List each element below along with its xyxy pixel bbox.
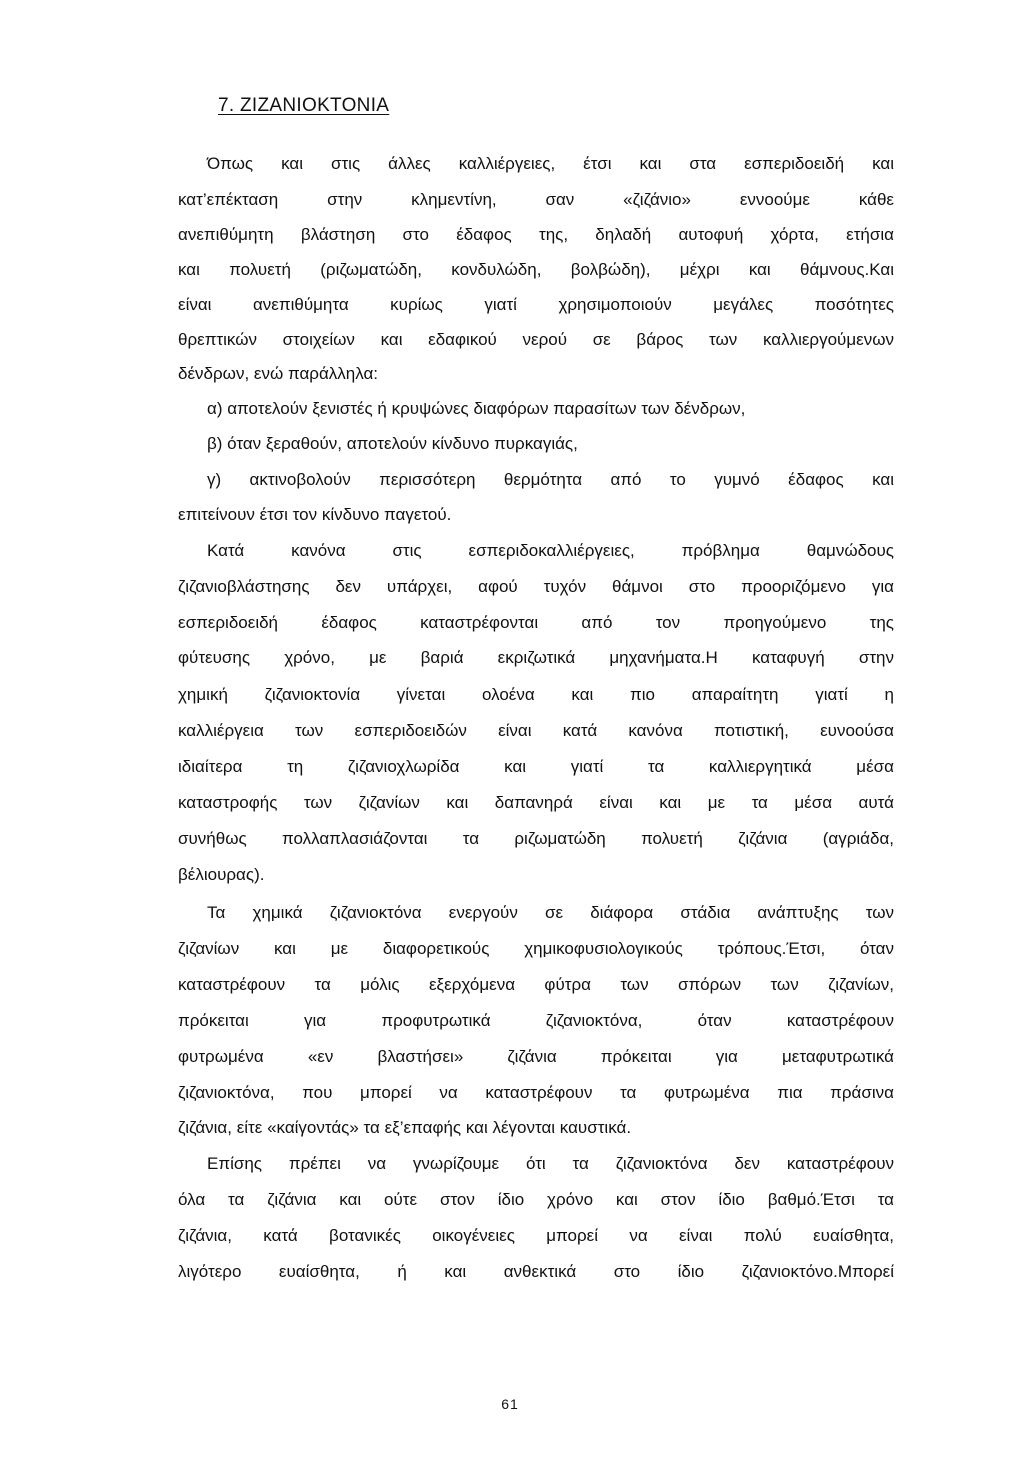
text-line: καλλιέργεια των εσπεριδοειδών είναι κατά κανόνα ποτιστική, ευνοούσα: [178, 721, 894, 740]
text-line: επιτείνουν έτσι τον κίνδυνο παγετού.: [178, 505, 452, 524]
text-line: ζιζανίων και με διαφορετικούς χημικοφυσιολογικούς τρόπους.Έτσι, όταν: [178, 939, 894, 958]
section-heading: 7. ΖΙΖΑΝΙΟΚΤΟΝΙΑ: [218, 95, 390, 116]
text-line: και πολυετή (ριζωματώδη, κονδυλώδη, βολβώδη), μέχρι και θάμνους.Και: [178, 260, 894, 279]
text-line: ζιζανιοβλάστησης δεν υπάρχει, αφού τυχόν θάμνοι στο προοριζόμενο για: [178, 577, 894, 596]
text-line: κατ’επέκταση στην κλημεντίνη, σαν «ζιζάνιο» εννοούμε κάθε: [178, 190, 894, 209]
text-line: φυτρωμένα «εν βλαστήσει» ζιζάνια πρόκειται για μεταφυτρωτικά: [178, 1047, 894, 1066]
text-line: ζιζάνια, κατά βοτανικές οικογένειες μπορεί να είναι πολύ ευαίσθητα,: [178, 1226, 894, 1245]
text-line: δένδρων, ενώ παράλληλα:: [178, 364, 379, 383]
text-line: συνήθως πολλαπλασιάζονται τα ριζωματώδη πολυετή ζιζάνια (αγριάδα,: [178, 829, 894, 848]
text-line: α) αποτελούν ξενιστές ή κρυψώνες διαφόρων παρασίτων των δένδρων,: [207, 399, 746, 418]
text-line: ζιζανιοκτόνα, που μπορεί να καταστρέφουν τα φυτρωμένα πια πράσινα: [178, 1083, 894, 1102]
text-line: β) όταν ξεραθούν, αποτελούν κίνδυνο πυρκαγιάς,: [207, 434, 578, 453]
text-line: φύτευσης χρόνο, με βαριά εκριζωτικά μηχανήματα.Η καταφυγή στην: [178, 648, 894, 667]
text-line: Κατά κανόνα στις εσπεριδοκαλλιέργειες, πρόβλημα θαμνώδους: [207, 541, 894, 560]
text-line: Όπως και στις άλλες καλλιέργειες, έτσι και στα εσπεριδοειδή και: [207, 154, 894, 173]
text-line: εσπεριδοειδή έδαφος καταστρέφονται από τον προηγούμενο της: [178, 613, 894, 632]
text-line: λιγότερο ευαίσθητα, ή και ανθεκτικά στο ίδιο ζιζανιοκτόνο.Μπορεί: [178, 1262, 894, 1281]
text-line: καταστροφής των ζιζανίων και δαπανηρά είναι και με τα μέσα αυτά: [178, 793, 894, 812]
text-line: Επίσης πρέπει να γνωρίζουμε ότι τα ζιζανιοκτόνα δεν καταστρέφουν: [207, 1154, 894, 1173]
page-number: 61: [501, 1396, 519, 1412]
text-line: καταστρέφουν τα μόλις εξερχόμενα φύτρα των σπόρων των ζιζανίων,: [178, 975, 894, 994]
text-line: βέλιουρας).: [178, 865, 265, 884]
text-line: ανεπιθύμητη βλάστηση στο έδαφος της, δηλαδή αυτοφυή χόρτα, ετήσια: [178, 225, 894, 244]
text-line: Τα χημικά ζιζανιοκτόνα ενεργούν σε διάφορα στάδια ανάπτυξης των: [207, 903, 894, 922]
text-line: χημική ζιζανιοκτονία γίνεται ολοένα και πιο απαραίτητη γιατί η: [178, 685, 894, 704]
text-line: ζιζάνια, είτε «καίγοντάς» τα εξ’επαφής και λέγονται καυστικά.: [178, 1118, 632, 1137]
text-line: πρόκειται για προφυτρωτικά ζιζανιοκτόνα, όταν καταστρέφουν: [178, 1011, 894, 1030]
text-line: είναι ανεπιθύμητα κυρίως γιατί χρησιμοποιούν μεγάλες ποσότητες: [178, 295, 894, 314]
text-line: γ) ακτινοβολούν περισσότερη θερμότητα από το γυμνό έδαφος και: [207, 470, 894, 489]
text-line: ιδιαίτερα τη ζιζανιοχλωρίδα και γιατί τα καλλιεργητικά μέσα: [178, 757, 894, 776]
text-line: όλα τα ζιζάνια και ούτε στον ίδιο χρόνο και στον ίδιο βαθμό.Έτσι τα: [178, 1190, 894, 1209]
text-line: θρεπτικών στοιχείων και εδαφικού νερού σε βάρος των καλλιεργούμενων: [178, 330, 894, 349]
